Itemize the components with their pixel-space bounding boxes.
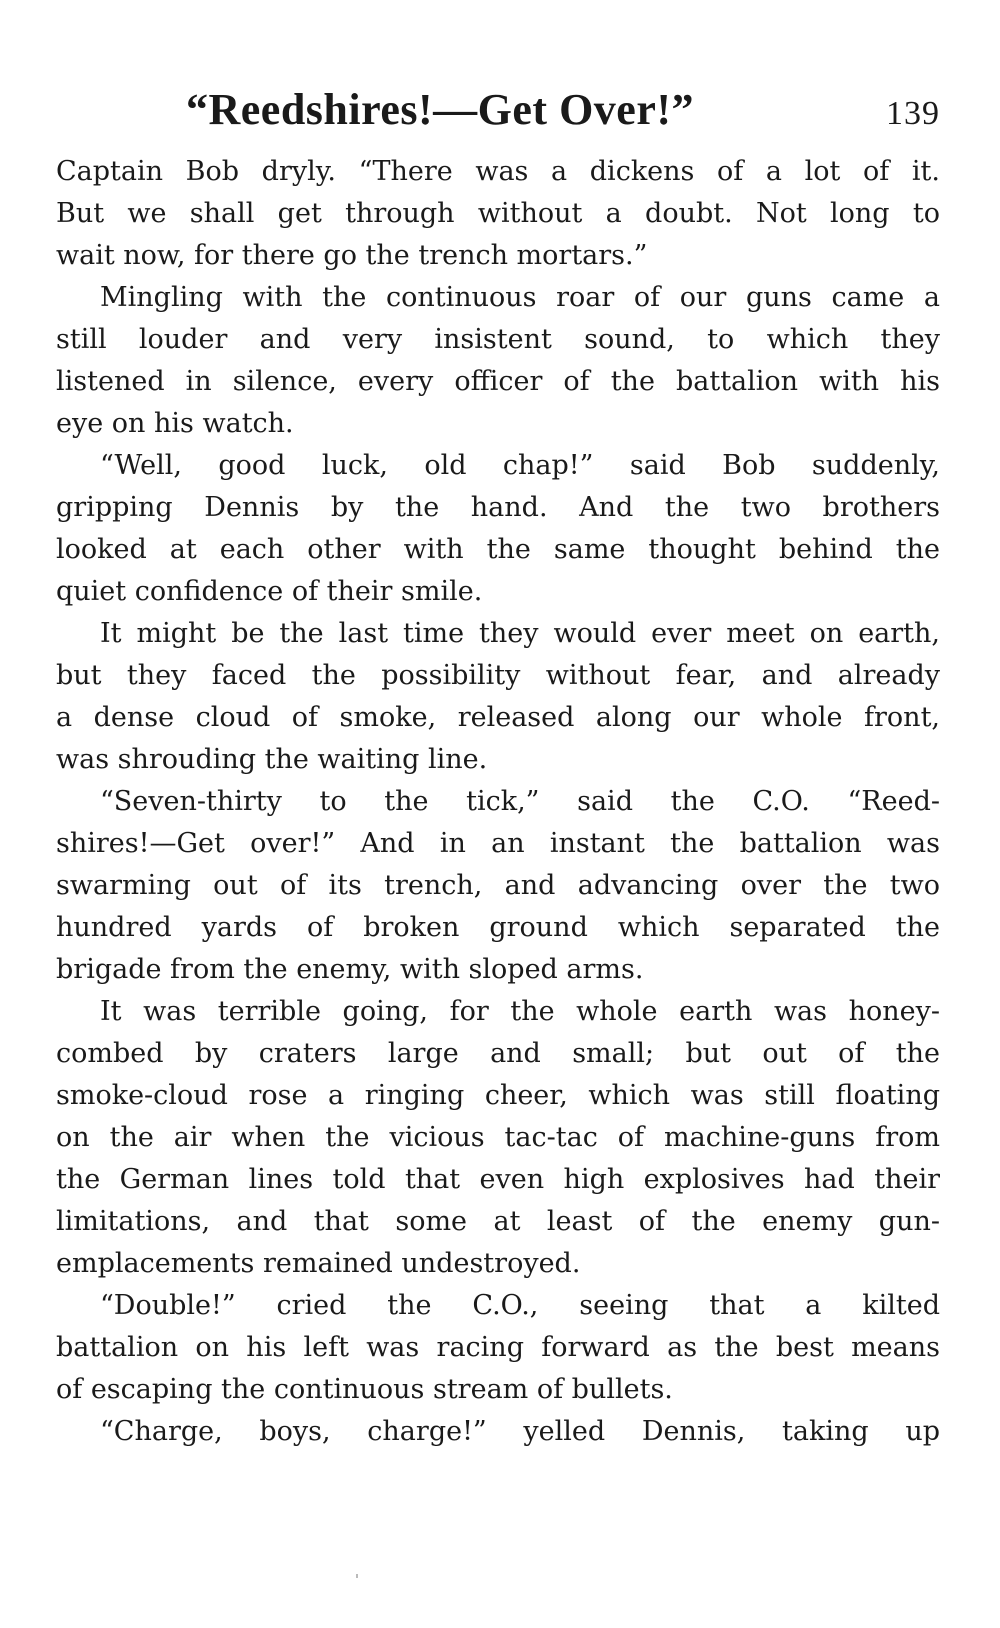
text-line: hundred yards of broken ground which separated the: [56, 912, 940, 943]
text-line: “Double!” cried the C.O., seeing that a kilted: [100, 1290, 940, 1321]
body-text: [56, 151, 940, 1453]
text-line: swarming out of its trench, and advancing over the two: [56, 870, 940, 901]
text-line: “Seven-thirty to the tick,” said the C.O. “Reed-: [100, 786, 940, 817]
text-line: was shrouding the waiting line.: [56, 744, 488, 775]
text-line: listened in silence, every officer of the battalion with his: [56, 366, 940, 397]
text-line: still louder and very insistent sound, to which they: [56, 324, 940, 355]
text-line: Mingling with the continuous roar of our guns came a: [100, 282, 940, 313]
text-line: shires!—Get over!” And in an instant the battalion was: [56, 828, 940, 859]
text-line: smoke-cloud rose a ringing cheer, which was still floating: [56, 1080, 940, 1111]
page-number: 139: [886, 95, 940, 132]
text-line: Captain Bob dryly. “There was a dickens of a lot of it.: [56, 156, 940, 187]
text-line: combed by craters large and small; but out of the: [56, 1038, 940, 1069]
text-line: “Well, good luck, old chap!” said Bob suddenly,: [100, 450, 940, 481]
text-line: eye on his watch.: [56, 408, 294, 439]
text-line: looked at each other with the same thought behind the: [56, 534, 940, 565]
text-line: But we shall get through without a doubt. Not long to: [56, 198, 940, 229]
text-line: wait now, for there go the trench mortars.”: [56, 240, 648, 271]
text-line: a dense cloud of smoke, released along our whole front,: [56, 702, 940, 733]
text-line: It might be the last time they would ever meet on earth,: [100, 618, 940, 649]
running-title: “Reedshires!—Get Over!”: [186, 85, 695, 134]
text-line: but they faced the possibility without fear, and already: [56, 660, 940, 691]
text-line: “Charge, boys, charge!” yelled Dennis, taking up: [100, 1416, 940, 1447]
running-head: [56, 84, 940, 144]
text-line: emplacements remained undestroyed.: [56, 1248, 581, 1279]
text-line: of escaping the continuous stream of bullets.: [56, 1374, 673, 1405]
text-line: limitations, and that some at least of the enemy gun-: [56, 1206, 940, 1237]
text-line: gripping Dennis by the hand. And the two brothers: [56, 492, 940, 523]
text-line: battalion on his left was racing forward as the best means: [56, 1332, 940, 1363]
text-line: It was terrible going, for the whole earth was honey-: [100, 996, 940, 1027]
text-line: brigade from the enemy, with sloped arms.: [56, 954, 644, 985]
text-line: quiet confidence of their smile.: [56, 576, 483, 607]
text-line: the German lines told that even high explosives had their: [56, 1164, 940, 1195]
paper-speck: [356, 1574, 358, 1578]
text-line: on the air when the vicious tac-tac of machine-guns from: [56, 1122, 940, 1153]
